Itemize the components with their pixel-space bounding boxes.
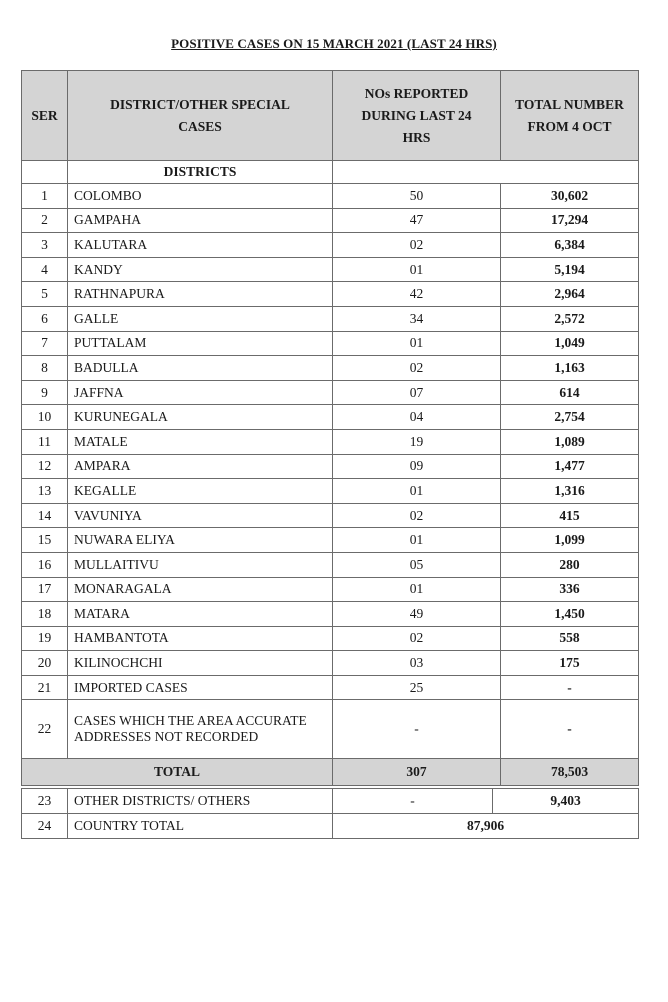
row-total: 87,906 bbox=[333, 814, 639, 839]
row-name: GAMPAHA bbox=[68, 208, 333, 233]
table-row bbox=[22, 282, 639, 307]
row-name: MULLAITIVU bbox=[68, 552, 333, 577]
row-name: RATHNAPURA bbox=[68, 282, 333, 307]
header-district: DISTRICT/OTHER SPECIAL CASES bbox=[68, 71, 333, 161]
row-name: VAVUNIYA bbox=[68, 503, 333, 528]
row-total: 5,194 bbox=[501, 257, 639, 282]
row-ser: 17 bbox=[22, 577, 68, 602]
row-ser: 6 bbox=[22, 306, 68, 331]
row-total: - bbox=[501, 700, 639, 759]
row-ser: 4 bbox=[22, 257, 68, 282]
row-total: 280 bbox=[501, 552, 639, 577]
row-total: 30,602 bbox=[501, 184, 639, 209]
row-ser: 23 bbox=[22, 789, 68, 814]
page-title: POSITIVE CASES ON 15 MARCH 2021 (LAST 24 HRS) bbox=[171, 36, 497, 51]
row-reported: 19 bbox=[333, 429, 501, 454]
row-reported: 02 bbox=[333, 233, 501, 258]
row-reported: 01 bbox=[333, 331, 501, 356]
row-name: COLOMBO bbox=[68, 184, 333, 209]
row-reported: 25 bbox=[333, 675, 501, 700]
row-name: IMPORTED CASES bbox=[68, 675, 333, 700]
table-row bbox=[22, 429, 639, 454]
row-reported: 02 bbox=[333, 356, 501, 381]
row-name: OTHER DISTRICTS/ OTHERS bbox=[68, 789, 333, 814]
row-reported: 04 bbox=[333, 405, 501, 430]
total-cumulative: 78,503 bbox=[501, 759, 639, 786]
row-total: 2,572 bbox=[501, 306, 639, 331]
row-total: 6,384 bbox=[501, 233, 639, 258]
row-name: KANDY bbox=[68, 257, 333, 282]
row-name: COUNTRY TOTAL bbox=[68, 814, 333, 839]
row-total: 1,163 bbox=[501, 356, 639, 381]
row-ser: 10 bbox=[22, 405, 68, 430]
row-reported: 01 bbox=[333, 257, 501, 282]
row-reported: 05 bbox=[333, 552, 501, 577]
row-ser: 20 bbox=[22, 651, 68, 676]
row-name: PUTTALAM bbox=[68, 331, 333, 356]
total-label: TOTAL bbox=[22, 759, 333, 786]
row-name: MATARA bbox=[68, 602, 333, 627]
table-row bbox=[22, 257, 639, 282]
row-reported: 01 bbox=[333, 577, 501, 602]
row-total: - bbox=[501, 675, 639, 700]
total-reported: 307 bbox=[333, 759, 501, 786]
row-ser: 1 bbox=[22, 184, 68, 209]
row-total: 1,316 bbox=[501, 479, 639, 504]
row-total: 336 bbox=[501, 577, 639, 602]
section-row-districts bbox=[22, 161, 639, 184]
row-ser: 5 bbox=[22, 282, 68, 307]
row-name: BADULLA bbox=[68, 356, 333, 381]
table-row bbox=[22, 789, 639, 814]
row-total: 17,294 bbox=[501, 208, 639, 233]
row-ser: 18 bbox=[22, 602, 68, 627]
table-row bbox=[22, 626, 639, 651]
row-name: JAFFNA bbox=[68, 380, 333, 405]
table-row bbox=[22, 331, 639, 356]
row-ser: 8 bbox=[22, 356, 68, 381]
row-name: KALUTARA bbox=[68, 233, 333, 258]
row-reported: 50 bbox=[333, 184, 501, 209]
row-reported: 07 bbox=[333, 380, 501, 405]
row-total: 1,089 bbox=[501, 429, 639, 454]
row-reported: 03 bbox=[333, 651, 501, 676]
row-reported: 09 bbox=[333, 454, 501, 479]
row-reported: 02 bbox=[333, 626, 501, 651]
section-label: DISTRICTS bbox=[68, 161, 333, 184]
row-ser: 15 bbox=[22, 528, 68, 553]
row-ser: 16 bbox=[22, 552, 68, 577]
row-ser: 22 bbox=[22, 700, 68, 759]
row-reported: 02 bbox=[333, 503, 501, 528]
table-row bbox=[22, 306, 639, 331]
row-reported: - bbox=[333, 700, 501, 759]
table-row bbox=[22, 405, 639, 430]
table-row bbox=[22, 552, 639, 577]
row-ser: 3 bbox=[22, 233, 68, 258]
row-total: 175 bbox=[501, 651, 639, 676]
table-row bbox=[22, 577, 639, 602]
row-total: 2,964 bbox=[501, 282, 639, 307]
row-total: 2,754 bbox=[501, 405, 639, 430]
row-ser: 19 bbox=[22, 626, 68, 651]
header-total: TOTAL NUMBER FROM 4 OCT bbox=[501, 71, 639, 161]
table-row bbox=[22, 700, 639, 759]
row-total: 9,403 bbox=[493, 789, 639, 814]
total-row bbox=[22, 759, 639, 786]
row-reported: 34 bbox=[333, 306, 501, 331]
row-total: 1,477 bbox=[501, 454, 639, 479]
table-row bbox=[22, 356, 639, 381]
row-total: 1,450 bbox=[501, 602, 639, 627]
table-row bbox=[22, 184, 639, 209]
row-name: KEGALLE bbox=[68, 479, 333, 504]
row-reported: 47 bbox=[333, 208, 501, 233]
row-name: KILINOCHCHI bbox=[68, 651, 333, 676]
row-ser: 9 bbox=[22, 380, 68, 405]
summary-table bbox=[21, 788, 639, 839]
table-row bbox=[22, 675, 639, 700]
row-total: 614 bbox=[501, 380, 639, 405]
row-name: NUWARA ELIYA bbox=[68, 528, 333, 553]
row-reported: 01 bbox=[333, 479, 501, 504]
row-total: 415 bbox=[501, 503, 639, 528]
table-row bbox=[22, 208, 639, 233]
row-ser: 7 bbox=[22, 331, 68, 356]
row-total: 558 bbox=[501, 626, 639, 651]
table-row bbox=[22, 503, 639, 528]
table-row bbox=[22, 528, 639, 553]
row-total: 1,049 bbox=[501, 331, 639, 356]
row-name: MONARAGALA bbox=[68, 577, 333, 602]
row-ser: 13 bbox=[22, 479, 68, 504]
table-row bbox=[22, 602, 639, 627]
table-row bbox=[22, 454, 639, 479]
table-row bbox=[22, 233, 639, 258]
row-ser: 2 bbox=[22, 208, 68, 233]
header-reported: NOs REPORTED DURING LAST 24 HRS bbox=[333, 71, 501, 161]
row-ser: 21 bbox=[22, 675, 68, 700]
table-row bbox=[22, 651, 639, 676]
row-name: HAMBANTOTA bbox=[68, 626, 333, 651]
row-name: CASES WHICH THE AREA ACCURATE ADDRESSES NOT RECORDED bbox=[68, 700, 333, 759]
row-reported: 01 bbox=[333, 528, 501, 553]
table-row bbox=[22, 479, 639, 504]
row-total: 1,099 bbox=[501, 528, 639, 553]
row-ser: 24 bbox=[22, 814, 68, 839]
table-row bbox=[22, 380, 639, 405]
row-reported: 42 bbox=[333, 282, 501, 307]
header-ser: SER bbox=[22, 71, 68, 161]
district-cases-table bbox=[21, 70, 639, 786]
row-ser: 12 bbox=[22, 454, 68, 479]
row-ser: 14 bbox=[22, 503, 68, 528]
row-name: KURUNEGALA bbox=[68, 405, 333, 430]
row-ser: 11 bbox=[22, 429, 68, 454]
row-name: MATALE bbox=[68, 429, 333, 454]
row-reported: 49 bbox=[333, 602, 501, 627]
row-name: GALLE bbox=[68, 306, 333, 331]
row-name: AMPARA bbox=[68, 454, 333, 479]
table-row bbox=[22, 814, 639, 839]
row-reported: - bbox=[333, 789, 493, 814]
